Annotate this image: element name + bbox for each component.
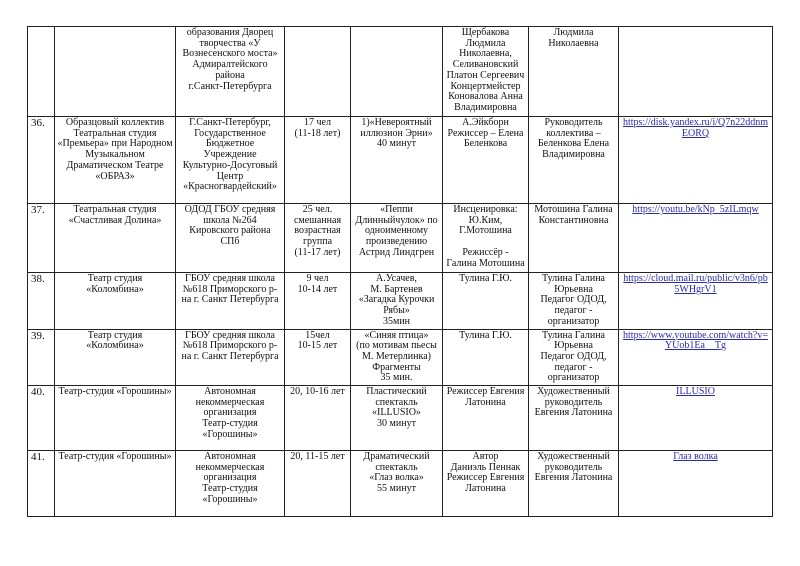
cell-num: 36. (28, 117, 55, 204)
cell-num: 38. (28, 273, 55, 330)
cell-name: Образцовый коллектив Театральная студия «Премьера» при Народном Музыкальном Драматическом Театре «ОБРАЗ» (55, 117, 176, 204)
cell-lead: Тулина Галина Юрьевна Педагог ОДОД, педагог - организатор (529, 329, 619, 386)
cell-link (619, 27, 773, 117)
cell-participants: 20, 11-15 лет (285, 451, 351, 517)
cell-org: образования Дворец творчества «У Вознесенского моста» Адмиралтейского района г.Санкт-Петербурга (176, 27, 285, 117)
cell-name (55, 27, 176, 117)
cell-link (619, 329, 773, 386)
cell-participants: 17 чел (11-18 лет) (285, 117, 351, 204)
cell-name: Театр студия «Коломбина» (55, 329, 176, 386)
cell-lead: Людмила Николаевна (529, 27, 619, 117)
cell-link (619, 204, 773, 273)
performances-table (27, 26, 773, 517)
video-link[interactable]: https://disk.yandex.ru/i/Q7n22ddnmEORQ (623, 117, 768, 139)
video-link[interactable]: https://cloud.mail.ru/public/v3n6/pb5WHgrV1 (623, 273, 768, 295)
cell-participants: 9 чел 10-14 лет (285, 273, 351, 330)
cell-lead: Руководитель коллектива – Беленкова Елена Владимировна (529, 117, 619, 204)
cell-name: Театральная студия «Счастливая Долина» (55, 204, 176, 273)
cell-play: Драматический спектакль «Глаз волка» 55 минут (351, 451, 443, 517)
table-row (28, 451, 773, 517)
cell-name: Театр студия «Коломбина» (55, 273, 176, 330)
cell-num: 40. (28, 386, 55, 451)
cell-participants (285, 27, 351, 117)
table-row (28, 386, 773, 451)
cell-lead: Тулина Галина Юрьевна Педагог ОДОД, педагог - организатор (529, 273, 619, 330)
video-link[interactable]: Глаз волка (673, 451, 718, 463)
cell-lead: Мотошина Галина Константиновна (529, 204, 619, 273)
cell-play: Пластический спектакль «ILLUSIO» 30 минут (351, 386, 443, 451)
cell-director: Тулина Г.Ю. (443, 273, 529, 330)
cell-participants: 20, 10-16 лет (285, 386, 351, 451)
table-row (28, 273, 773, 330)
cell-play: А.Усачев, М. Бартенев «Загадка Курочки Рябы» 35мин (351, 273, 443, 330)
cell-director: Автор Даниэль Пеннак Режиссер Евгения Латонина (443, 451, 529, 517)
table-row (28, 329, 773, 386)
cell-director: Тулина Г.Ю. (443, 329, 529, 386)
cell-director: Щербакова Людмила Николаевна, Селивановский Платон Сергеевич Концертмейстер Коновалова Анна Владимировна (443, 27, 529, 117)
cell-num (28, 27, 55, 117)
cell-name: Театр-студия «Горошины» (55, 386, 176, 451)
table-row (28, 27, 773, 117)
cell-org: Автономная некоммерческая организация Театр-студия «Горошины» (176, 451, 285, 517)
cell-num: 41. (28, 451, 55, 517)
cell-link (619, 273, 773, 330)
cell-play (351, 27, 443, 117)
cell-num: 39. (28, 329, 55, 386)
cell-lead: Художественный руководитель Евгения Латонина (529, 451, 619, 517)
cell-play: 1)«Невероятный иллюзион Эрни» 40 минут (351, 117, 443, 204)
cell-org: ОДОД ГБОУ средняя школа №264 Кировского района СПб (176, 204, 285, 273)
cell-name: Театр-студия «Горошины» (55, 451, 176, 517)
cell-lead: Художественный руководитель Евгения Латонина (529, 386, 619, 451)
video-link[interactable]: ILLUSIO (676, 386, 715, 398)
cell-link (619, 451, 773, 517)
cell-play: «Пеппи Длинныйчулок» по одноименному произведению Астрид Линдгрен (351, 204, 443, 273)
table-row (28, 117, 773, 204)
cell-num: 37. (28, 204, 55, 273)
cell-participants: 15чел 10-15 лет (285, 329, 351, 386)
cell-director: Инсценировка: Ю.Ким, Г.Мотошина Режиссёр - Галина Мотошина (443, 204, 529, 273)
table-row (28, 204, 773, 273)
video-link[interactable]: https://youtu.be/kNp_5zILmqw (632, 204, 759, 215)
cell-director: Режиссер Евгения Латонина (443, 386, 529, 451)
cell-org: ГБОУ средняя школа №618 Приморского р- на г. Санкт Петербурга (176, 329, 285, 386)
cell-participants: 25 чел. смешанная возрастная группа (11-17 лет) (285, 204, 351, 273)
cell-link (619, 117, 773, 204)
cell-link (619, 386, 773, 451)
cell-org: Автономная некоммерческая организация Театр-студия «Горошины» (176, 386, 285, 451)
cell-org: ГБОУ средняя школа №618 Приморского р- на г. Санкт Петербурга (176, 273, 285, 330)
cell-director: А.Эйкборн Режиссер – Елена Беленкова (443, 117, 529, 204)
cell-org: Г.Санкт-Петербург, Государственное Бюджетное Учреждение Культурно-Досуговый Центр «Красногвардейский» (176, 117, 285, 204)
video-link[interactable]: https://www.youtube.com/watch?v=YUob1Ea__Tg (623, 329, 768, 352)
cell-play: «Синяя птица» (по мотивам пьесы М. Метерлинка) Фрагменты 35 мин. (351, 329, 443, 386)
